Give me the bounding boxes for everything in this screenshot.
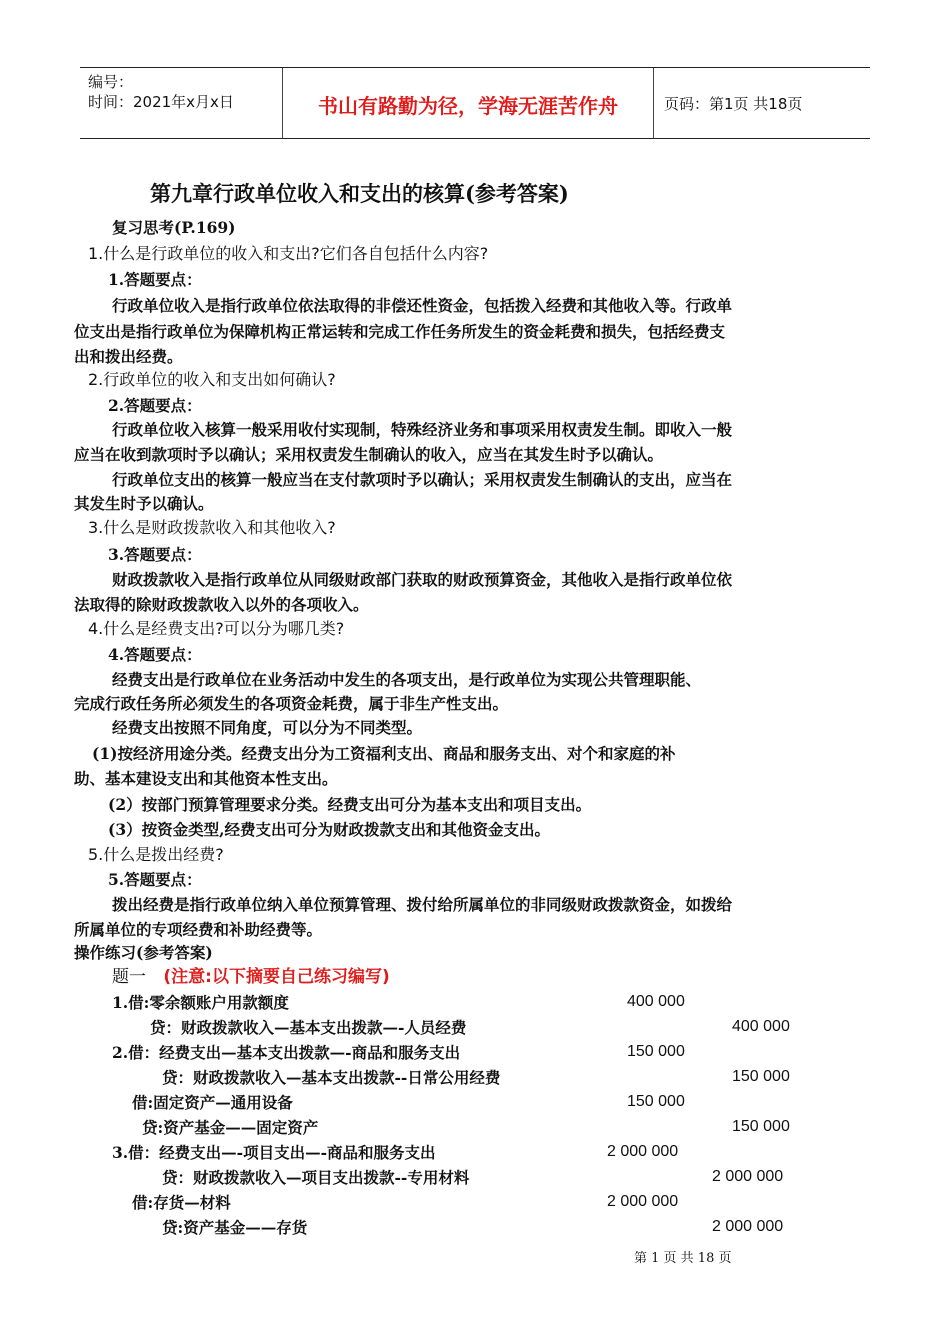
- page-info: 页码：第1页 共18页: [664, 95, 803, 113]
- answer-2-line-1: 行政单位收入核算一般采用收付实现制，特殊经济业务和事项采用权责发生制。即收入一般: [112, 420, 733, 439]
- entry-debit: 150 000: [627, 1043, 685, 1060]
- header-left-cell: [88, 72, 283, 112]
- answer-4-line-5: 助、基本建设支出和其他资本性支出。: [74, 769, 338, 788]
- motto: 书山有路勤为径，学海无涯苦作舟: [318, 94, 618, 118]
- answer-key-2: 2.答题要点：: [108, 396, 202, 415]
- entry-text: 2.借：经费支出—基本支出拨款—-商品和服务支出: [112, 1043, 461, 1062]
- entry-credit: 400 000: [732, 1018, 790, 1035]
- number-label: 编号：: [88, 73, 134, 91]
- answer-1-line-3: 出和拨出经费。: [74, 347, 183, 366]
- answer-2-line-3: 行政单位支出的核算一般应当在支付款项时予以确认；采用权责发生制确认的支出，应当在: [112, 470, 733, 489]
- page-header: [80, 67, 870, 139]
- entry-text: 贷:资产基金——存货: [162, 1218, 308, 1237]
- entry-text: 贷：财政拨款收入—基本支出拨款—-人员经费: [150, 1018, 467, 1037]
- entry-text: 借:存货—材料: [132, 1193, 231, 1212]
- entry-debit: 150 000: [627, 1093, 685, 1110]
- time-label: 时间：2021年x月x日: [88, 93, 234, 111]
- entry-text: 贷：财政拨款收入—项目支出拨款--专用材料: [162, 1168, 470, 1187]
- answer-4-line-3: 经费支出按照不同角度，可以分为不同类型。: [112, 718, 423, 737]
- page-footer: 第 1 页 共 18 页: [634, 1251, 732, 1266]
- entry-text: 贷:资产基金——固定资产: [142, 1118, 319, 1137]
- header-motto-cell: [282, 68, 654, 138]
- question-1: 1.什么是行政单位的收入和支出?它们各自包括什么内容?: [88, 244, 489, 263]
- document-title: 第九章行政单位收入和支出的核算(参考答案): [150, 181, 569, 206]
- entry-text: 3.借：经费支出—-项目支出—-商品和服务支出: [112, 1143, 436, 1162]
- answer-key-1: 1.答题要点：: [108, 270, 202, 289]
- answer-key-4: 4.答题要点：: [108, 645, 202, 664]
- answer-4-line-1: 经费支出是行政单位在业务活动中发生的各项支出，是行政单位为实现公共管理职能、: [112, 670, 702, 689]
- entry-text: 贷：财政拨款收入—基本支出拨款--日常公用经费: [162, 1068, 501, 1087]
- answer-5-line-1: 拨出经费是指行政单位纳入单位预算管理、拨付给所属单位的非同级财政拨款资金，如拨给: [112, 895, 733, 914]
- entry-credit: 150 000: [732, 1068, 790, 1085]
- answer-2-line-4: 其发生时予以确认。: [74, 494, 214, 513]
- question-4: 4.什么是经费支出?可以分为哪几类?: [88, 619, 345, 638]
- entry-credit: 150 000: [732, 1118, 790, 1135]
- practice-note: (注意:以下摘要自己练习编写): [163, 967, 390, 987]
- entry-credit: 2 000 000: [712, 1218, 784, 1235]
- answer-3-line-2: 法取得的除财政拨款收入以外的各项收入。: [74, 595, 369, 614]
- review-heading: 复习思考(P.169): [112, 218, 236, 237]
- answer-4-line-6: (2）按部门预算管理要求分类。经费支出可分为基本支出和项目支出。: [108, 795, 592, 814]
- answer-2-line-2: 应当在收到款项时予以确认；采用权责发生制确认的收入，应当在其发生时予以确认。: [74, 445, 664, 464]
- answer-1-line-2: 位支出是指行政单位为保障机构正常运转和完成工作任务所发生的资金耗费和损失，包括经费支: [74, 322, 726, 341]
- entry-debit: 2 000 000: [607, 1143, 679, 1160]
- question-3: 3.什么是财政拨款收入和其他收入?: [88, 518, 336, 537]
- answer-1-line-1: 行政单位收入是指行政单位依法取得的非偿还性资金，包括拨入经费和其他收入等。行政单: [112, 296, 733, 315]
- answer-4-line-7: (3）按资金类型,经费支出可分为财政拨款支出和其他资金支出。: [108, 820, 551, 839]
- answer-5-line-2: 所属单位的专项经费和补助经费等。: [74, 920, 323, 939]
- answer-key-3: 3.答题要点：: [108, 545, 202, 564]
- entry-debit: 2 000 000: [607, 1193, 679, 1210]
- entry-text: 借:固定资产—通用设备: [132, 1093, 293, 1112]
- question-2: 2.行政单位的收入和支出如何确认?: [88, 370, 336, 389]
- answer-key-5: 5.答题要点：: [108, 870, 202, 889]
- topic-label: [112, 967, 390, 987]
- answer-4-line-2: 完成行政任务所必须发生的各项资金耗费，属于非生产性支出。: [74, 694, 509, 713]
- practice-heading: 操作练习(参考答案): [74, 943, 213, 962]
- topic-title: 题一: [112, 967, 146, 987]
- question-5: 5.什么是拨出经费?: [88, 845, 224, 864]
- entry-credit: 2 000 000: [712, 1168, 784, 1185]
- entry-debit: 400 000: [627, 993, 685, 1010]
- entry-text: 1.借:零余额账户用款额度: [112, 993, 289, 1012]
- answer-3-line-1: 财政拨款收入是指行政单位从同级财政部门获取的财政预算资金，其他收入是指行政单位依: [112, 570, 733, 589]
- answer-4-line-4: (1)按经济用途分类。经费支出分为工资福利支出、商品和服务支出、对个和家庭的补: [92, 744, 676, 763]
